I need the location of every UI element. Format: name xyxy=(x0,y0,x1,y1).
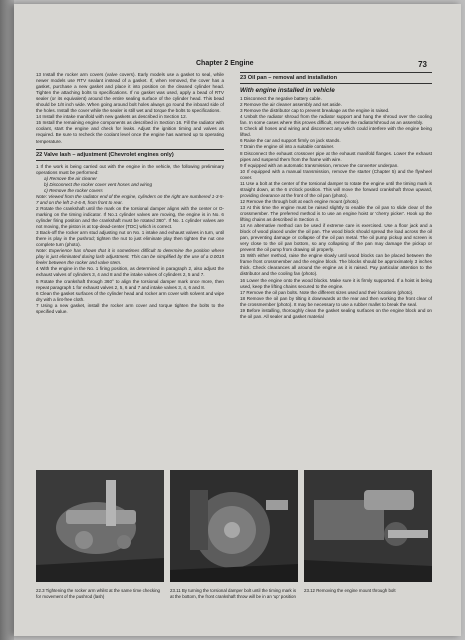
sub-heading: With engine installed in vehicle xyxy=(240,87,335,95)
page-number: 73 xyxy=(418,60,427,69)
photo-strip xyxy=(36,470,432,599)
paragraph: 2 Rotate the crankshaft until the mark on the torsional damper aligns with the center or O-marking on the timing indicator. If No.1 cylinder valves are moving, the engine is in No. 6 cylinder firing position and the crankshaft must be rotated 360°. If No. 1 cylinder valves are not moving, the piston is at top-dead-center (TDC) which is correct. xyxy=(36,205,224,230)
note: Note: Experience has shown that it is sometimes difficult to determine the position where play is just eliminated during lash adjustment. This can be simplified by the use of a 0.0015 feeler between the rocker and valve stem. xyxy=(36,248,224,266)
paragraph: 17 Remove the oil pan bolts. Note the different sizes used and their locations (photo). xyxy=(240,289,414,295)
paragraph: 13 Install the rocker arm covers (valve covers). Early models use a gasket to seal, while newer models use RTV sealant instead of a gasket. If, when removed, the cover has a gasket, purchase a new gasket and place it into position on the cleaned cylinder head. Tighten the attaching bolts to specifications. If no gasket was used, apply a bead of RTV sealer (or its equivalent) around the entire sealing surface of the cylinder head. This bead should be 1/8 inch wide. When going around bolt holes always go round the inboard side of the holes. Install the cover while the sealer is still wet and torque the bolts to specifications. xyxy=(36,72,224,114)
paragraph: 7 Drain the engine oil into a suitable container. xyxy=(240,144,335,150)
paragraph: 5 Check all hoses and wiring and disconnect any which could interfere with the engine being lifted. xyxy=(240,126,432,138)
paragraph: 18 Remove the oil pan by tilting it downwards at the rear and then working the front clear of the crossmember (photo). It may be necessary to use a rubber mallet to break the seal. xyxy=(240,295,432,307)
paragraph: 15 Install the remaining engine components as described in Section 16. Fill the radiator with coolant, start the engine and check for leaks. Adjust the ignition timing and valves as required. Be sure to recheck the coolant level once the engine has warmed up to operating temperature. xyxy=(36,120,224,144)
note: Note: Viewed from the radiator end of the engine, cylinders on the right are numbered 1-3-5-7 and on the left 2-4-6-8, from front to rear. xyxy=(36,193,224,205)
photo-caption: 22.3 Tightening the rocker arm whilst at the same time checking for movement of the pushrod (lash) xyxy=(36,588,160,599)
right-column xyxy=(240,72,432,320)
paragraph: 8 Disconnect the exhaust crossover pipe at the exhaust manifold flanges. Lower the exhaust pipes and suspend them from the frame with wire. xyxy=(240,150,432,162)
paragraph: 4 Unbolt the radiator shroud from the radiator support and hang the shroud over the cooling fan. In some cases where this proves difficult, remove the radiator/shroud as an assembly. xyxy=(240,114,432,126)
paragraph: 4 With the engine in the No. 1 firing position, as determined in paragraph 2, also adjust the exhaust valves of cylinders 3, 4 and 8 and the intake valves of cylinders 2, 5 and 7. xyxy=(36,266,224,278)
photo-caption: 23.12 Removing the engine mount through bolt xyxy=(304,588,396,593)
paragraph: 1 If the work is being carried out with the engine in the vehicle, the following preliminary operations must be performed: xyxy=(36,163,224,175)
chapter-title: Chapter 2 Engine xyxy=(196,60,254,67)
paragraph: 14 Install the intake manifold with new gaskets as described in Section 12. xyxy=(36,114,187,120)
paragraph: 13 At this time the engine must be raised slightly to enable the oil pan to slide clear of the crossmember. The preferred method is to use an engine hoist or 'cherry picker'. Hook up the lifting chains as described in Section 4. xyxy=(240,204,432,223)
section-heading-valve-lash: 22 Valve lash – adjustment (Chevrolet engines only) xyxy=(36,149,224,161)
paragraph: 5 Rotate the crankshaft through 360° to align the torsional damper mark once more, then repeat paragraph 1 for exhaust valves 2, 5, 6 and 7 and intake valves 3, 4, 6 and 8. xyxy=(36,278,224,290)
list-item: a) Remove the air cleaner xyxy=(44,175,97,181)
list-item: c) Remove the rocker covers xyxy=(44,187,103,193)
paragraph: 14 An alternative method can be used if extreme care is exercised. Use a floor jack and a block of wood placed under the oil pan. The wood block should spread the load across the oil pan, preventing damage or collapse of the oil pan metal. The oil pump pickup and screen is very close to the oil pan bottom, so any collapsing of the pan may damage the pickup or prevent the oil pump from drawing oil properly. xyxy=(240,223,432,253)
paragraph: 1 Disconnect the negative battery cable. xyxy=(240,96,322,102)
section-heading-oil-pan: 23 Oil pan – removal and installation xyxy=(240,72,432,84)
paragraph: 16 Lower the engine onto the wood blocks. Make sure it is firmly supported. If a hoist is being used, keep the lifting chains secured to the engine. xyxy=(240,277,432,289)
paragraph: 19 Before installing, thoroughly clean the gasket sealing surfaces on the engine block and on the oil pan. All sealer and gasket material xyxy=(240,307,432,319)
paragraph: 2 Remove the air cleaner assembly and set aside. xyxy=(240,102,342,108)
paragraph: 3 Remove the distributor cap to prevent breakage as the engine is raised. xyxy=(240,108,390,114)
left-column xyxy=(36,72,224,315)
photo-engine-mount xyxy=(304,470,432,582)
paragraph: 12 Remove the through bolt at each engine mount (photo). xyxy=(240,198,360,204)
paragraph: 10 If equipped with a manual transmission, remove the starter (Chapter 5) and the flywheel cover. xyxy=(240,168,432,180)
book-gutter xyxy=(0,0,14,640)
paragraph: 6 Raise the car and support firmly on jack stands. xyxy=(240,138,341,144)
list-item: b) Disconnect the rocker cover vent hoses and wiring xyxy=(44,181,153,187)
page-header xyxy=(196,58,431,70)
paragraph: 9 If equipped with an automatic transmission, remove the converter underpan. xyxy=(240,162,399,168)
photo-rocker-arm xyxy=(36,470,164,582)
paragraph: 15 With either method, raise the engine slowly until wood blocks can be placed between the frame front crossmember and the engine block. The blocks should be approximately 3 inches thick. Check clearances all around the engine as it is raised. Pay particular attention to the distributor and the cooling fan (photo). xyxy=(240,253,432,277)
paragraph: 11 Use a bolt at the center of the torsional damper to rotate the engine until the timing mark is straight down, at the 6 o'clock position. This will move the forward crankshaft throw upward, providing clearance at the front of the oil pan (photo). xyxy=(240,180,432,198)
photo-torsional-damper xyxy=(170,470,298,582)
photo-caption: 23.11 By turning the torsional damper bolt until the timing mark is at the bottom, the front crankshaft throw will be in an 'up' position xyxy=(170,588,297,599)
paragraph: 7 Using a new gasket, install the rocker arm cover and torque tighten the bolts to the specified value. xyxy=(36,302,224,314)
paragraph: 3 Back-off the rocker arm stud adjusting nut on No. 1 intake and exhaust valves in turn, until there is play in the pushrod; tighten the nut to just eliminate play then tighten the nut one complete turn (photo). xyxy=(36,230,224,248)
paragraph: 6 Clean the gasket surfaces of the cylinder head and rocker arm cover with solvent and wipe dry with a lint-free cloth. xyxy=(36,290,224,302)
